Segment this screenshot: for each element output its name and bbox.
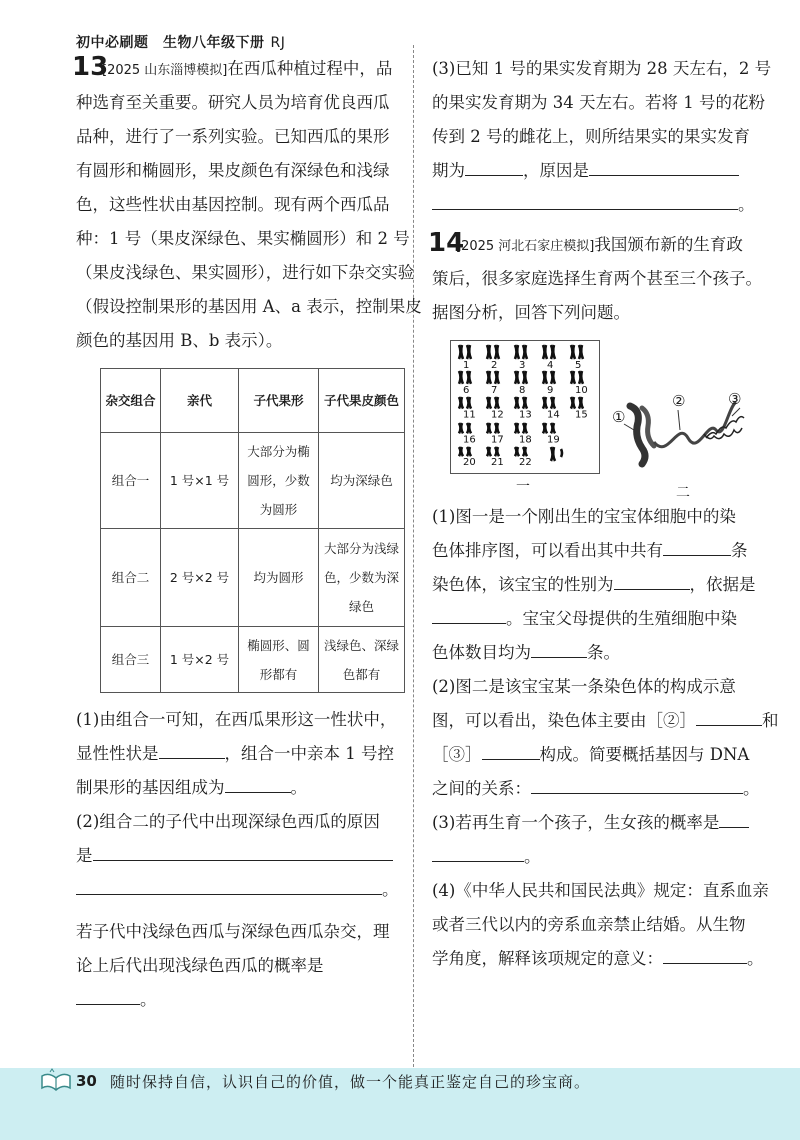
- marker-1: ①: [612, 408, 626, 426]
- q14-sub3-line: [432, 806, 762, 840]
- chromosome-mark: [487, 447, 491, 456]
- pointer-line: [678, 410, 680, 430]
- table-cell: 1 号×2 号: [161, 627, 239, 693]
- q13-line: 种选育至关重要。研究人员为培育优良西瓜: [76, 93, 390, 112]
- karyotype-figure: [450, 340, 600, 474]
- q14-figures: [432, 340, 762, 500]
- q14-sub1-line: (1)图一是一个刚出生的宝宝体细胞中的染: [432, 507, 736, 526]
- q14-first-line: [428, 228, 762, 262]
- answer-blank[interactable]: [432, 841, 524, 862]
- chromosome-mark: [523, 345, 527, 359]
- chromosome-mark: [571, 371, 575, 384]
- chromosome-mark: [515, 371, 519, 384]
- cross-results-table: [100, 368, 405, 693]
- q13-first-line: [72, 52, 408, 86]
- chromosome-mark: [495, 423, 499, 433]
- q13-sub1-text: 。: [290, 778, 307, 797]
- q13-line: （果皮浅绿色、果实圆形），进行如下杂交实验: [76, 263, 415, 282]
- chromosome-number: 22: [519, 457, 532, 469]
- q14-sub1-text: 条: [731, 541, 748, 560]
- q14-sub3-text: 。: [524, 847, 541, 866]
- answer-blank[interactable]: [719, 807, 749, 828]
- q14-number: 14: [428, 228, 465, 258]
- chromosome-number: 16: [463, 434, 476, 446]
- page-footer: [0, 1068, 800, 1140]
- q14-sub1-text: 色体数目均为: [432, 643, 531, 662]
- chromosome-number: 8: [519, 384, 526, 396]
- answer-blank[interactable]: [465, 155, 523, 176]
- q14-sub2-text: ［③］: [432, 745, 482, 764]
- right-column: [428, 52, 779, 976]
- open-book-icon: [40, 1068, 72, 1094]
- table-cell: 浅绿色、深绿色都有: [319, 627, 405, 693]
- chromosome-number: 20: [463, 457, 476, 469]
- chromosome-mark: [523, 423, 527, 433]
- table-header: 子代果皮颜色: [319, 369, 405, 433]
- q13-sub2-line: [76, 839, 408, 873]
- table-cell: 大部分为椭圆形，少数为圆形: [239, 433, 319, 529]
- q13-sub3-line: [432, 188, 762, 222]
- table-cell: 均为圆形: [239, 529, 319, 627]
- answer-blank[interactable]: [93, 840, 393, 861]
- q14-sub2-line: [432, 738, 762, 772]
- q14-sub1-text: 染色体，该宝宝的性别为: [432, 575, 614, 594]
- chromosome-mark: [579, 371, 583, 384]
- q13-sub1-text: 制果形的基因组成为: [76, 778, 225, 797]
- header-edition: RJ: [270, 35, 286, 51]
- chromosome-mark: [515, 423, 519, 433]
- q14-sub1-line: [432, 568, 762, 602]
- chromosome-mark: [571, 345, 575, 359]
- table-cell: 组合一: [101, 433, 161, 529]
- q13-line: 颜色的基因用 B、b 表示）。: [76, 331, 283, 350]
- chromosome-mark: [543, 423, 547, 433]
- q13-line: 品种，进行了一系列实验。已知西瓜的果形: [76, 127, 390, 146]
- marker-2: ②: [672, 392, 686, 410]
- table-cell: 大部分为浅绿色，少数为深绿色: [319, 529, 405, 627]
- chromosome-mark: [523, 371, 527, 384]
- chromosome-number: 3: [519, 360, 526, 371]
- chromosome-number: 14: [547, 409, 560, 421]
- chromosome-mark: [543, 397, 547, 409]
- q14-line: 策后，很多家庭选择生育两个甚至三个孩子。: [432, 269, 762, 288]
- footer-motto: 随时保持自信，认识自己的价值，做一个能真正鉴定自己的珍宝商。: [110, 1073, 591, 1091]
- q13-sub1-text: ，组合一中亲本 1 号控: [224, 744, 394, 763]
- chromosome-shape: [642, 408, 654, 446]
- q13-sub3-line: 传到 2 号的雌花上，则所结果实的果实发育: [432, 127, 750, 146]
- chromosome-mark: [467, 397, 471, 409]
- chromosome-number: 21: [491, 457, 504, 469]
- column-divider: [413, 45, 414, 1067]
- q13-sub3-line: (3)已知 1 号的果实发育期为 28 天左右，2 号: [432, 59, 772, 78]
- pointer-line: [732, 408, 740, 416]
- answer-blank[interactable]: [531, 773, 743, 794]
- chromosome-number: 11: [463, 409, 476, 421]
- q14-sub2-line: (2)图二是该宝宝某一条染色体的构成示意: [432, 677, 736, 696]
- table-cell: 2 号×2 号: [161, 529, 239, 627]
- sex-chromosome-mark: [551, 447, 555, 461]
- q13-sub3-text: 。: [738, 195, 755, 214]
- chromosome-number: 4: [547, 360, 554, 371]
- q14-sub2-text: 图，可以看出，染色体主要由［②］: [432, 711, 696, 730]
- answer-blank[interactable]: [663, 943, 747, 964]
- q14-line: 据图分析，回答下列问题。: [432, 303, 630, 322]
- q14-sub2-text: 构成。简要概括基因与 DNA: [539, 745, 750, 764]
- answer-blank[interactable]: [589, 155, 739, 176]
- q14-sub3-line: [432, 840, 762, 874]
- page-number: 30: [76, 1072, 97, 1090]
- figure-two-label: 二: [676, 485, 690, 501]
- q14-sub4-text: 学角度，解释该项规定的意义：: [432, 949, 663, 968]
- dna-coil: [654, 402, 736, 447]
- table-header: 亲代: [161, 369, 239, 433]
- answer-blank[interactable]: [76, 984, 140, 1005]
- q13-line: 有圆形和椭圆形，果皮颜色有深绿色和浅绿: [76, 161, 390, 180]
- q14-sub1-text: 条。: [587, 643, 620, 662]
- chromosome-shape: [630, 406, 645, 464]
- q13-line: 色，这些性状由基因控制。现有两个西瓜品: [76, 195, 390, 214]
- pointer-line: [624, 424, 634, 430]
- q14-sub2-text: 。: [743, 779, 760, 798]
- chromosome-mark: [459, 423, 463, 433]
- q13-sub3-text: 期为: [432, 161, 465, 180]
- q14-sub2-text: 之间的关系：: [432, 779, 531, 798]
- marker-3: ③: [728, 390, 742, 408]
- q13-sub3-line: [432, 154, 762, 188]
- table-cell: 椭圆形、圆形都有: [239, 627, 319, 693]
- chromosome-mark: [543, 371, 547, 384]
- chromosome-number: 12: [491, 409, 504, 421]
- answer-blank[interactable]: [531, 637, 587, 658]
- sex-chromosome-mark: [561, 449, 562, 457]
- table-cell: 组合二: [101, 529, 161, 627]
- chromosome-number: 15: [575, 409, 588, 421]
- chromosome-mark: [459, 371, 463, 384]
- q14-sub4-line: 或者三代以内的旁系血亲禁止结婚。从生物: [432, 915, 746, 934]
- q13-sub1-line: [76, 737, 408, 771]
- answer-blank[interactable]: [159, 738, 225, 759]
- q14-sub1-text: ，依据是: [689, 575, 756, 594]
- table-header: 杂交组合: [101, 369, 161, 433]
- q14-sub1-line: [432, 636, 762, 670]
- q13-sub2-text: 。: [140, 990, 157, 1009]
- chromosome-mark: [459, 345, 463, 359]
- chromosome-mark: [571, 397, 575, 409]
- answer-blank[interactable]: [432, 189, 738, 210]
- answer-blank[interactable]: [225, 772, 291, 793]
- chromosome-number: 2: [491, 360, 498, 371]
- chromosome-mark: [459, 397, 463, 409]
- chromosome-mark: [551, 423, 555, 433]
- chromosome-mark: [467, 447, 471, 456]
- q14-sub1-text: 。宝宝父母提供的生殖细胞中染: [506, 609, 737, 628]
- page-header: [76, 32, 285, 52]
- chromosome-mark: [467, 371, 471, 384]
- table-cell: 均为深绿色: [319, 433, 405, 529]
- q14-source: [2025 河北石家庄模拟]: [456, 239, 595, 254]
- chromosome-mark: [487, 345, 491, 359]
- chromosome-number: 1: [463, 360, 470, 371]
- q13-line-0: 在西瓜种植过程中，品: [227, 59, 393, 78]
- chromosome-mark: [515, 345, 519, 359]
- chromosome-mark: [495, 345, 499, 359]
- chromosome-number: 10: [575, 384, 588, 396]
- chromosome-mark: [551, 345, 555, 359]
- q13-sub2-line: [76, 983, 408, 1017]
- q13-sub1-text: 显性性状是: [76, 744, 159, 763]
- table-cell: 1 号×1 号: [161, 433, 239, 529]
- q14-sub2-line: [432, 704, 779, 738]
- chromosome-mark: [551, 397, 555, 409]
- chromosome-mark: [543, 345, 547, 359]
- q14-sub3-text: (3)若再生育一个孩子，生女孩的概率是: [432, 813, 720, 832]
- q14-text: 我国颁布新的生育政: [594, 235, 743, 254]
- chromosome-mark: [523, 397, 527, 409]
- chromosome-mark: [495, 447, 499, 456]
- q14-sub1-line: [432, 602, 762, 636]
- chromosome-mark: [495, 397, 499, 409]
- chromosome-mark: [467, 423, 471, 433]
- table-cell: 组合三: [101, 627, 161, 693]
- chromosome-mark: [459, 447, 463, 456]
- chromosome-mark: [579, 345, 583, 359]
- q14-sub1-text: 色体排序图，可以看出其中共有: [432, 541, 663, 560]
- q14-sub4-line: (4)《中华人民共和国民法典》规定：直系血亲: [432, 881, 769, 900]
- q14-sub2-line: [432, 772, 762, 806]
- answer-blank[interactable]: [696, 705, 762, 726]
- chromosome-mark: [487, 423, 491, 433]
- q13-sub3-text: ，原因是: [523, 161, 589, 180]
- chromosome-mark: [551, 371, 555, 384]
- q14-sub4-line: [432, 942, 762, 976]
- answer-blank[interactable]: [76, 874, 382, 895]
- q14-sub1-line: [432, 534, 762, 568]
- chromosome-mark: [467, 345, 471, 359]
- q13-source: [2025 山东淄博模拟]: [102, 63, 228, 78]
- answer-blank[interactable]: [482, 739, 540, 760]
- chromosome-number: 7: [491, 384, 498, 396]
- chromosome-mark: [515, 447, 519, 456]
- q13-sub1-line: [76, 771, 408, 805]
- q14-sub2-text: 和: [762, 711, 779, 730]
- table-row: [101, 529, 405, 627]
- q13-number: 13: [72, 52, 109, 82]
- chromosome-mark: [579, 397, 583, 409]
- chromosome-mark: [515, 397, 519, 409]
- chromosome-mark: [487, 397, 491, 409]
- table-header: 子代果形: [239, 369, 319, 433]
- q14-sub4-text: 。: [747, 949, 764, 968]
- q13-line: （假设控制果形的基因用 A、a 表示，控制果皮: [76, 297, 422, 316]
- answer-blank[interactable]: [663, 535, 731, 556]
- header-title: 初中必刷题 生物八年级下册: [76, 35, 265, 51]
- q13-sub2-text: 。: [382, 880, 399, 899]
- q13-sub2-line: [76, 873, 408, 907]
- table-header-row: [101, 369, 405, 433]
- table-row: [101, 627, 405, 693]
- chromosome-mark: [487, 371, 491, 384]
- table-row: [101, 433, 405, 529]
- q13-sub2-line: (2)组合二的子代中出现深绿色西瓜的原因: [76, 812, 380, 831]
- chromosome-number: 5: [575, 360, 582, 371]
- chromosome-number: 9: [547, 384, 554, 396]
- q13-sub3-line: 的果实发育期为 34 天左右。若将 1 号的花粉: [432, 93, 765, 112]
- chromosome-number: 6: [463, 384, 470, 396]
- figure-one-label: 一: [516, 479, 530, 495]
- chromosome-number: 18: [519, 434, 532, 446]
- q13-sub2-text: 是: [76, 846, 93, 865]
- q13-line: 种：1 号（果皮深绿色、果实椭圆形）和 2 号: [76, 229, 410, 248]
- chromosome-mark: [523, 447, 527, 456]
- chromosome-mark: [495, 371, 499, 384]
- answer-blank[interactable]: [614, 569, 690, 590]
- chromosome-number: 13: [519, 409, 532, 421]
- answer-blank[interactable]: [432, 603, 506, 624]
- chromosome-number: 19: [547, 434, 560, 446]
- chromosome-number: 17: [491, 434, 504, 446]
- q13-sub2-line: 论上后代出现浅绿色西瓜的概率是: [76, 956, 324, 975]
- left-column: [72, 52, 422, 1017]
- q13-sub1-line: (1)由组合一可知，在西瓜果形这一性状中，: [76, 710, 397, 729]
- q13-sub2-line: 若子代中浅绿色西瓜与深绿色西瓜杂交，理: [76, 922, 390, 941]
